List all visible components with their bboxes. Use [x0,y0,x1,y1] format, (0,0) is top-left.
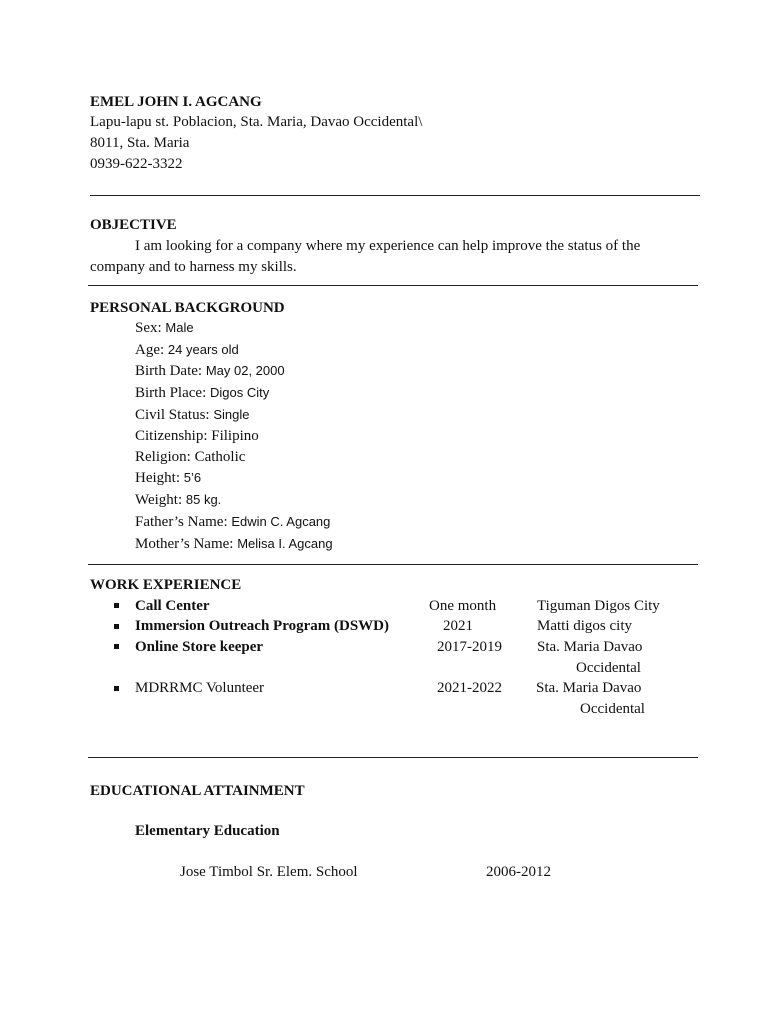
personal-label: Weight: [135,492,186,508]
school-name: Jose Timbol Sr. Elem. School [180,864,358,880]
personal-label: Citizenship: [135,428,212,444]
school-years: 2006-2012 [486,864,551,880]
divider-work [88,757,698,758]
phone-number: 0939-622-3322 [90,156,183,172]
personal-item-age [135,340,239,360]
personal-item-father-name [135,512,330,532]
work-period: 2017-2019 [437,639,502,655]
work-period: One month [429,598,497,614]
work-location: Sta. Maria Davao [536,680,642,696]
work-title: MDRRMC Volunteer [135,680,265,696]
education-level: Elementary Education [135,823,280,839]
personal-item-civil-status [135,405,250,425]
personal-value: Catholic [194,449,246,465]
personal-item-citizenship [135,426,259,446]
personal-label: Age: [135,342,168,358]
applicant-name: EMEL JOHN I. AGCANG [90,94,262,110]
personal-background-heading: PERSONAL BACKGROUND [90,300,285,316]
personal-value: Single [213,407,250,422]
divider-header [90,195,700,196]
personal-value: May 02, 2000 [205,363,285,378]
address-line-1: Lapu-lapu st. Poblacion, Sta. Maria, Davao Occidental\ [90,114,423,130]
work-location: Sta. Maria Davao [537,639,643,655]
personal-value: Digos City [210,385,270,400]
work-location-continued: Occidental [576,660,641,676]
bullet-icon [114,686,119,691]
work-experience-heading: WORK EXPERIENCE [90,577,242,593]
personal-item-birth-place [135,383,269,403]
work-title: Immersion Outreach Program (DSWD) [135,618,389,634]
personal-label: Mother’s Name: [135,536,238,552]
personal-label: Height: [135,470,184,486]
divider-personal [88,564,698,565]
personal-item-religion [135,447,245,467]
personal-value: Filipino [211,428,259,444]
personal-value: Melisa I. Agcang [237,536,333,551]
personal-item-sex [135,318,194,338]
work-location: Tiguman Digos City [537,598,660,614]
personal-value: 85 kg. [185,492,222,507]
personal-label: Birth Date: [135,363,206,379]
objective-text-line-1: I am looking for a company where my experience can help improve the status of the [135,238,641,254]
bullet-icon [114,624,119,629]
work-title: Online Store keeper [135,639,264,655]
work-title: Call Center [135,598,210,614]
personal-label: Sex: [135,320,166,336]
personal-item-mother-name [135,534,333,554]
personal-value: 5’6 [183,470,202,485]
work-location-continued: Occidental [580,701,645,717]
personal-value: Male [165,320,194,335]
work-period: 2021 [443,618,473,634]
personal-value: 24 years old [167,342,239,357]
bullet-icon [114,644,119,649]
bullet-icon [114,603,119,608]
personal-item-height [135,468,201,488]
objective-heading: OBJECTIVE [90,217,177,233]
education-heading: EDUCATIONAL ATTAINMENT [90,783,305,799]
personal-label: Civil Status: [135,407,214,423]
personal-value: Edwin C. Agcang [231,514,331,529]
personal-item-weight [135,490,221,510]
personal-item-birth-date [135,361,285,381]
work-location: Matti digos city [537,618,632,634]
divider-objective [88,285,698,286]
objective-text-line-2: company and to harness my skills. [90,259,297,275]
address-line-2: 8011, Sta. Maria [90,135,190,151]
personal-label: Father’s Name: [135,514,232,530]
personal-label: Religion: [135,449,195,465]
work-period: 2021-2022 [437,680,502,696]
personal-label: Birth Place: [135,385,210,401]
